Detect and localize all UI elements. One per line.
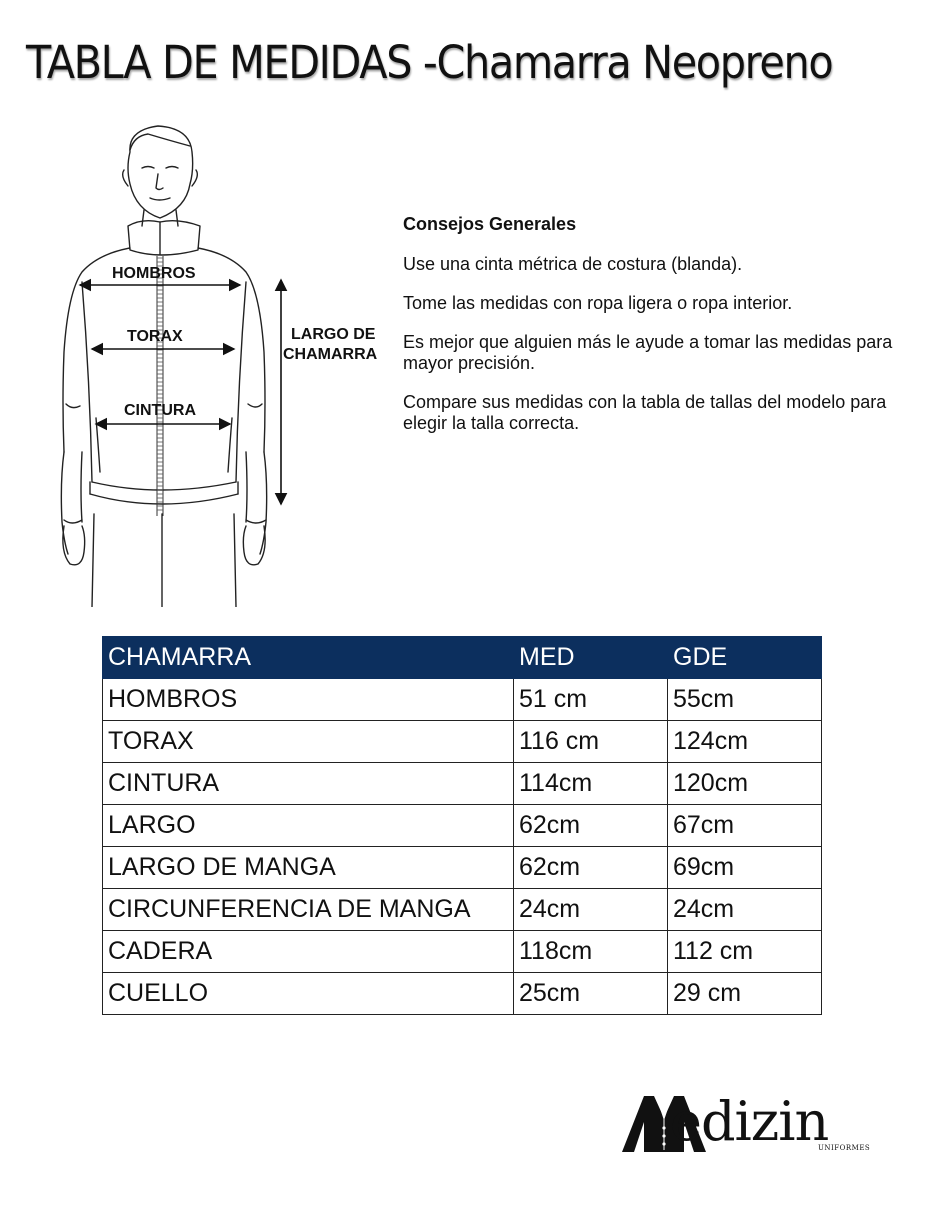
measure-gde: 120cm — [668, 763, 822, 805]
logo-wordmark: edizin — [670, 1090, 829, 1153]
tip-item: Use una cinta métrica de costura (blanda). — [403, 254, 743, 274]
tip-item: Compare sus medidas con la tabla de tallas del modelo para elegir la talla correcta. — [403, 392, 887, 433]
logo-subtitle: UNIFORMES — [818, 1144, 871, 1152]
table-row — [103, 679, 822, 721]
table-row — [103, 889, 822, 931]
measure-name: CADERA — [103, 931, 514, 973]
measure-name: CIRCUNFERENCIA DE MANGA — [103, 889, 514, 931]
tip-item: Tome las medidas con ropa ligera o ropa interior. — [403, 293, 793, 313]
size-chart-table — [102, 636, 822, 1015]
table-header-row — [103, 637, 822, 679]
measure-med: 62cm — [514, 847, 668, 889]
measure-med: 114cm — [514, 763, 668, 805]
measure-gde: 67cm — [668, 805, 822, 847]
shoulders-label: HOMBROS — [112, 265, 196, 282]
man-in-jacket-illustration — [58, 122, 380, 607]
measure-name: LARGO DE MANGA — [103, 847, 514, 889]
header-garment: CHAMARRA — [103, 637, 514, 679]
page-title: TABLA DE MEDIDAS -Chamarra Neopreno — [26, 36, 833, 89]
jacket-measurement-figure — [58, 122, 380, 607]
medizin-logo — [620, 1090, 880, 1158]
measure-gde: 55cm — [668, 679, 822, 721]
table-row — [103, 847, 822, 889]
measure-med: 24cm — [514, 889, 668, 931]
measure-med: 25cm — [514, 973, 668, 1015]
measure-name: CINTURA — [103, 763, 514, 805]
measure-name: HOMBROS — [103, 679, 514, 721]
table-row — [103, 805, 822, 847]
jacket-length-label-line1: LARGO DE — [291, 326, 376, 343]
measure-gde: 112 cm — [668, 931, 822, 973]
table-row — [103, 931, 822, 973]
measure-med: 116 cm — [514, 721, 668, 763]
tip-item: Es mejor que alguien más le ayude a tomar las medidas para mayor precisión. — [403, 332, 893, 373]
measure-med: 118cm — [514, 931, 668, 973]
measure-name: TORAX — [103, 721, 514, 763]
measure-name: LARGO — [103, 805, 514, 847]
measure-gde: 29 cm — [668, 973, 822, 1015]
chest-label: TORAX — [127, 328, 183, 345]
header-size-med: MED — [514, 637, 668, 679]
measure-med: 51 cm — [514, 679, 668, 721]
table-row — [103, 721, 822, 763]
header-size-gde: GDE — [668, 637, 822, 679]
jacket-length-label-line2: CHAMARRA — [283, 346, 378, 363]
measure-gde: 69cm — [668, 847, 822, 889]
tips-heading: Consejos Generales — [403, 214, 577, 234]
table-row — [103, 973, 822, 1015]
general-tips — [403, 214, 923, 452]
measure-med: 62cm — [514, 805, 668, 847]
table-row — [103, 763, 822, 805]
waist-label: CINTURA — [124, 402, 196, 419]
measure-gde: 24cm — [668, 889, 822, 931]
measure-gde: 124cm — [668, 721, 822, 763]
measure-name: CUELLO — [103, 973, 514, 1015]
